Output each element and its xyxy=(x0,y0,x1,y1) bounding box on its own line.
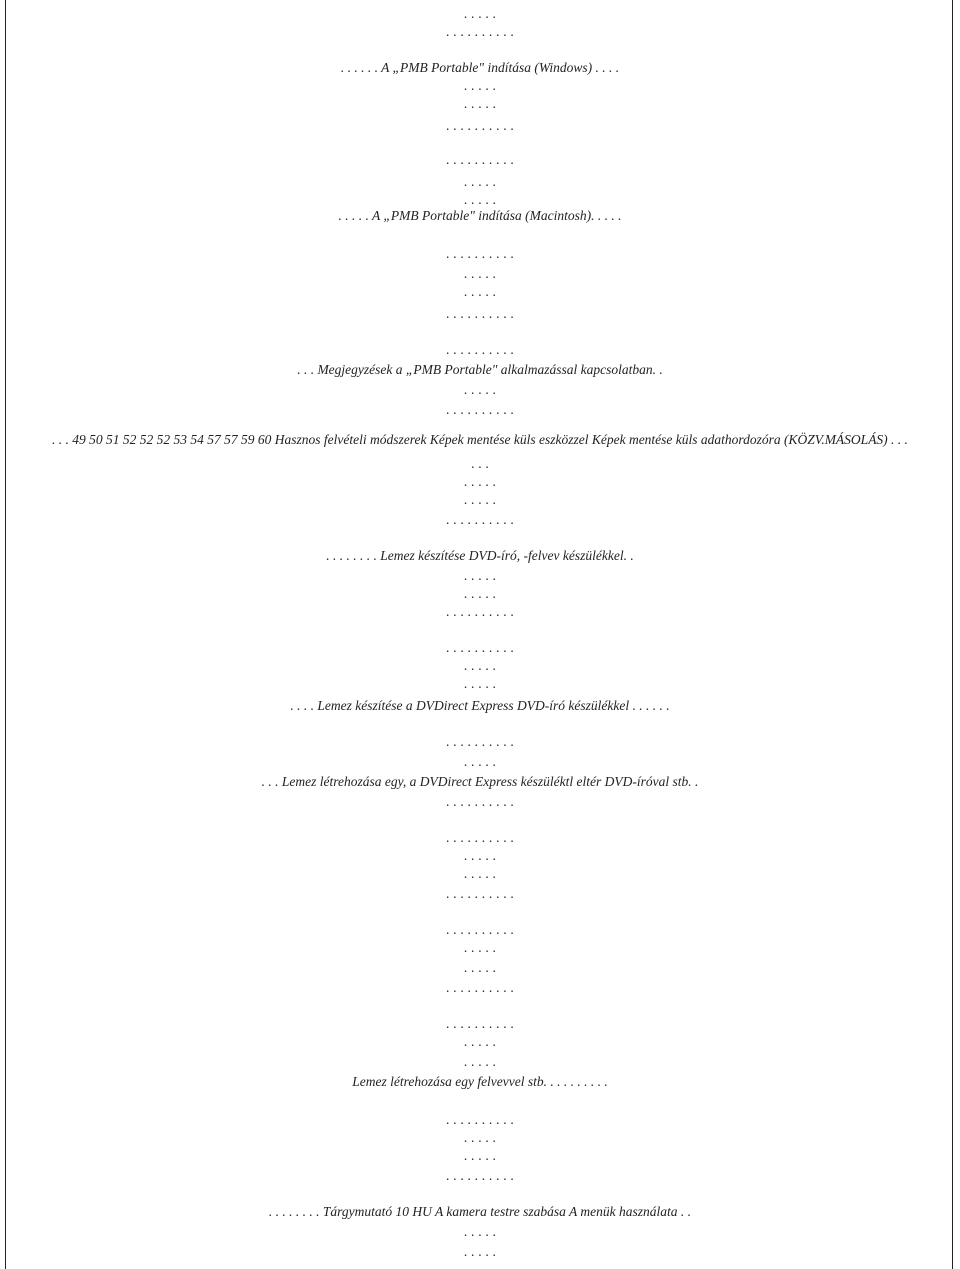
toc-leader-dots: . . . . . . . . . . xyxy=(446,246,514,261)
toc-entry: . . . Megjegyzések a „PMB Portable" alkalmazással kapcsolatban. . xyxy=(297,362,663,377)
toc-leader-dots: . . . . . . . . . . xyxy=(446,402,514,417)
toc-leader-dots: . . . . . . . . . . xyxy=(446,980,514,995)
toc-leader-dots: . . . . . xyxy=(463,1130,497,1145)
toc-entry: . . . . Lemez készítése a DVDirect Express DVD-író készülékkel . . . . . . xyxy=(290,698,670,713)
toc-leader-dots: . . . . . . . . . . xyxy=(446,830,514,845)
toc-leader-dots: . . . . . . . . . . xyxy=(446,512,514,527)
toc-leader-dots: . . . . . xyxy=(463,192,497,207)
toc-leader-dots: . . . . . xyxy=(463,848,497,863)
toc-leader-dots: . . . . . xyxy=(463,754,497,769)
toc-leader-dots: . . . . . xyxy=(463,1224,497,1239)
toc-leader-dots: . . . . . . . . . . xyxy=(446,24,514,39)
toc-leader-dots: . . . . . xyxy=(463,382,497,397)
toc-leader-dots: . . . . . . . . . . xyxy=(446,1168,514,1183)
toc-leader-dots: . . . . . . . . . . xyxy=(446,604,514,619)
toc-leader-dots: . . . . . xyxy=(463,960,497,975)
toc-leader-dots: . . . . . . . . . . xyxy=(446,1112,514,1127)
toc-leader-dots: . . . . . xyxy=(463,940,497,955)
toc-leader-dots: . . . . . xyxy=(463,492,497,507)
toc-leader-dots: . . . . . xyxy=(463,174,497,189)
toc-leader-dots: . . . . . xyxy=(463,568,497,583)
toc-leader-dots: . . . . . xyxy=(463,1244,497,1259)
toc-leader-dots: . . . xyxy=(471,456,489,471)
toc-leader-dots: . . . . . xyxy=(463,658,497,673)
toc-leader-dots: . . . . . . . . . . xyxy=(446,152,514,167)
toc-leader-dots: . . . . . xyxy=(463,474,497,489)
toc-leader-dots: . . . . . . . . . . xyxy=(446,118,514,133)
toc-leader-dots: . . . . . . . . . . xyxy=(446,794,514,809)
toc-entry: . . . . . A „PMB Portable" indítása (Macintosh). . . . . xyxy=(338,208,622,223)
toc-leader-dots: . . . . . xyxy=(463,284,497,299)
toc-leader-dots: . . . . . . . . . . xyxy=(446,306,514,321)
toc-leader-dots: . . . . . . . . . . xyxy=(446,922,514,937)
toc-leader-dots: . . . . . . . . . . xyxy=(446,734,514,749)
toc-leader-dots: . . . . . xyxy=(463,866,497,881)
toc-leader-dots: . . . . . xyxy=(463,676,497,691)
toc-leader-dots: . . . . . xyxy=(463,1054,497,1069)
toc-entry: . . . . . . A „PMB Portable" indítása (Windows) . . . . xyxy=(340,60,620,75)
toc-entry: . . . . . . . . Lemez készítése DVD-író, -felvev készülékkel. . xyxy=(326,548,634,563)
toc-leader-dots: . . . . . . . . . . xyxy=(446,1016,514,1031)
toc-entry: Lemez létrehozása egy felvevvel stb. . . . . . . . . . xyxy=(352,1074,608,1089)
toc-leader-dots: . . . . . xyxy=(463,1034,497,1049)
toc-leader-dots: . . . . . xyxy=(463,78,497,93)
toc-leader-dots: . . . . . xyxy=(463,586,497,601)
toc-leader-dots: . . . . . xyxy=(463,6,497,21)
toc-leader-dots: . . . . . . . . . . xyxy=(446,342,514,357)
toc-leader-dots: . . . . . . . . . . xyxy=(446,640,514,655)
toc-entry: . . . Lemez létrehozása egy, a DVDirect Express készüléktl eltér DVD-íróval stb. . xyxy=(261,774,699,789)
toc-leader-dots: . . . . . xyxy=(463,266,497,281)
toc-leader-dots: . . . . . xyxy=(463,1148,497,1163)
toc-entry: . . . . . . . . Tárgymutató 10 HU A kamera testre szabása A menük használata . . xyxy=(268,1204,692,1219)
toc-leader-dots: . . . . . xyxy=(463,96,497,111)
toc-leader-dots: . . . . . . . . . . xyxy=(446,886,514,901)
toc-entry: . . . 49 50 51 52 52 52 53 54 57 57 59 60 Hasznos felvételi módszerek Képek mentése küls eszközzel Képek mentése küls adathordozóra (KÖZV.MÁSOLÁS) . . . xyxy=(52,432,908,447)
